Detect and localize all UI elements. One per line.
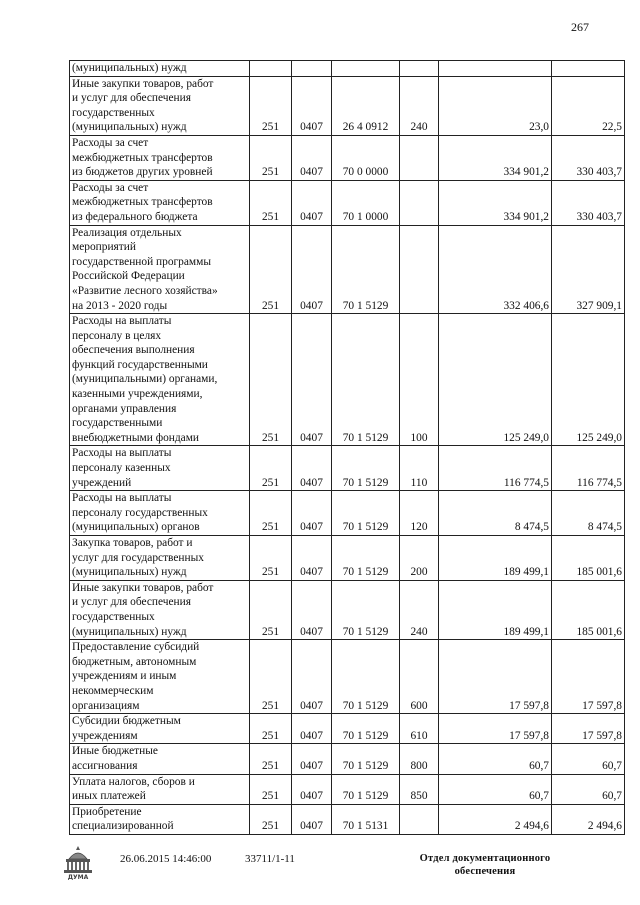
row-value2-cell: 125 249,0 <box>552 314 625 446</box>
table-row <box>70 61 625 77</box>
row-section-cell: 0407 <box>292 580 332 639</box>
row-code-cell: 251 <box>250 446 292 491</box>
table-row <box>70 225 625 314</box>
duma-logo-text: ДУМА <box>67 874 89 881</box>
row-section-cell: 0407 <box>292 225 332 314</box>
row-section-cell: 0407 <box>292 135 332 180</box>
budget-table-body <box>70 61 625 835</box>
row-article-cell: 70 1 5129 <box>332 774 400 804</box>
row-section-cell: 0407 <box>292 314 332 446</box>
row-code-cell: 251 <box>250 314 292 446</box>
row-code-cell: 251 <box>250 714 292 744</box>
row-type-cell: 800 <box>400 744 439 774</box>
row-article-cell: 70 1 5129 <box>332 714 400 744</box>
row-name-cell: Расходы за счет межбюджетных трансфертов из федерального бюджета <box>70 180 250 225</box>
row-section-cell: 0407 <box>292 774 332 804</box>
row-article-cell: 70 1 5129 <box>332 744 400 774</box>
table-row <box>70 314 625 446</box>
row-type-cell: 120 <box>400 491 439 536</box>
table-row <box>70 180 625 225</box>
row-value1-cell: 125 249,0 <box>439 314 552 446</box>
row-section-cell: 0407 <box>292 491 332 536</box>
row-section-cell: 0407 <box>292 536 332 581</box>
row-value2-cell <box>552 61 625 77</box>
budget-table <box>69 60 625 835</box>
row-section-cell: 0407 <box>292 640 332 714</box>
row-article-cell: 70 0 0000 <box>332 135 400 180</box>
row-article-cell: 70 1 5129 <box>332 640 400 714</box>
row-value2-cell: 330 403,7 <box>552 135 625 180</box>
row-value2-cell: 330 403,7 <box>552 180 625 225</box>
row-type-cell: 610 <box>400 714 439 744</box>
row-article-cell: 70 1 0000 <box>332 180 400 225</box>
row-article-cell: 70 1 5129 <box>332 536 400 581</box>
row-article-cell <box>332 61 400 77</box>
row-code-cell: 251 <box>250 225 292 314</box>
row-code-cell: 251 <box>250 491 292 536</box>
table-row <box>70 714 625 744</box>
row-section-cell: 0407 <box>292 180 332 225</box>
row-value2-cell: 17 597,8 <box>552 640 625 714</box>
table-row <box>70 536 625 581</box>
row-section-cell: 0407 <box>292 744 332 774</box>
row-value2-cell: 60,7 <box>552 744 625 774</box>
row-value2-cell: 185 001,6 <box>552 536 625 581</box>
footer-department: Отдел документационного обеспечения <box>419 853 551 877</box>
row-value2-cell: 185 001,6 <box>552 580 625 639</box>
row-type-cell <box>400 225 439 314</box>
row-value1-cell: 60,7 <box>439 774 552 804</box>
row-value1-cell: 60,7 <box>439 744 552 774</box>
row-name-cell: Расходы на выплаты персоналу казенных учреждений <box>70 446 250 491</box>
row-value2-cell: 8 474,5 <box>552 491 625 536</box>
row-type-cell: 200 <box>400 536 439 581</box>
row-article-cell: 26 4 0912 <box>332 76 400 135</box>
row-article-cell: 70 1 5129 <box>332 491 400 536</box>
row-value1-cell: 17 597,8 <box>439 714 552 744</box>
row-name-cell: Субсидии бюджетным учреждениям <box>70 714 250 744</box>
row-type-cell: 240 <box>400 76 439 135</box>
row-name-cell: Закупка товаров, работ и услуг для государственных (муниципальных) нужд <box>70 536 250 581</box>
duma-emblem-icon <box>59 843 97 881</box>
row-type-cell: 600 <box>400 640 439 714</box>
row-value2-cell: 17 597,8 <box>552 714 625 744</box>
row-name-cell: Расходы на выплаты персоналу в целях обеспечения выполнения функций государственными (муниципальными) органами, казенными учреждениями, органами управления государственными внебюджетными фондами <box>70 314 250 446</box>
row-type-cell: 240 <box>400 580 439 639</box>
row-name-cell: Приобретение специализированной <box>70 804 250 834</box>
row-code-cell: 251 <box>250 774 292 804</box>
row-value1-cell: 334 901,2 <box>439 135 552 180</box>
row-value1-cell: 8 474,5 <box>439 491 552 536</box>
row-article-cell: 70 1 5129 <box>332 580 400 639</box>
row-code-cell: 251 <box>250 580 292 639</box>
table-row <box>70 744 625 774</box>
row-code-cell: 251 <box>250 180 292 225</box>
row-value1-cell: 23,0 <box>439 76 552 135</box>
table-row <box>70 135 625 180</box>
row-section-cell: 0407 <box>292 804 332 834</box>
footer-datetime: 26.06.2015 14:46:00 <box>120 853 212 865</box>
row-name-cell: Иные бюджетные ассигнования <box>70 744 250 774</box>
table-row <box>70 491 625 536</box>
row-value1-cell: 116 774,5 <box>439 446 552 491</box>
row-article-cell: 70 1 5131 <box>332 804 400 834</box>
row-value1-cell: 189 499,1 <box>439 580 552 639</box>
footer-doc-number: 33711/1-11 <box>245 853 295 865</box>
row-type-cell <box>400 135 439 180</box>
row-code-cell: 251 <box>250 744 292 774</box>
row-code-cell: 251 <box>250 536 292 581</box>
row-type-cell <box>400 180 439 225</box>
table-row <box>70 804 625 834</box>
row-article-cell: 70 1 5129 <box>332 225 400 314</box>
row-code-cell: 251 <box>250 135 292 180</box>
table-row <box>70 640 625 714</box>
row-name-cell: Расходы за счет межбюджетных трансфертов из бюджетов других уровней <box>70 135 250 180</box>
row-name-cell: Иные закупки товаров, работ и услуг для обеспечения государственных (муниципальных) нужд <box>70 76 250 135</box>
row-article-cell: 70 1 5129 <box>332 314 400 446</box>
row-type-cell: 850 <box>400 774 439 804</box>
row-section-cell: 0407 <box>292 446 332 491</box>
row-value1-cell <box>439 61 552 77</box>
row-article-cell: 70 1 5129 <box>332 446 400 491</box>
row-name-cell: Расходы на выплаты персоналу государственных (муниципальных) органов <box>70 491 250 536</box>
row-type-cell <box>400 804 439 834</box>
row-name-cell: Иные закупки товаров, работ и услуг для обеспечения государственных (муниципальных) нужд <box>70 580 250 639</box>
row-value2-cell: 2 494,6 <box>552 804 625 834</box>
row-value1-cell: 17 597,8 <box>439 640 552 714</box>
row-value2-cell: 327 909,1 <box>552 225 625 314</box>
table-row <box>70 446 625 491</box>
table-row <box>70 580 625 639</box>
row-section-cell: 0407 <box>292 76 332 135</box>
table-row <box>70 774 625 804</box>
row-code-cell <box>250 61 292 77</box>
row-type-cell <box>400 61 439 77</box>
row-value2-cell: 116 774,5 <box>552 446 625 491</box>
row-value2-cell: 22,5 <box>552 76 625 135</box>
row-type-cell: 100 <box>400 314 439 446</box>
row-section-cell: 0407 <box>292 714 332 744</box>
page-number: 267 <box>571 20 589 34</box>
row-name-cell: Уплата налогов, сборов и иных платежей <box>70 774 250 804</box>
row-value1-cell: 334 901,2 <box>439 180 552 225</box>
table-row <box>70 76 625 135</box>
row-name-cell: (муниципальных) нужд <box>70 61 250 77</box>
row-code-cell: 251 <box>250 804 292 834</box>
row-value1-cell: 332 406,6 <box>439 225 552 314</box>
row-value2-cell: 60,7 <box>552 774 625 804</box>
row-code-cell: 251 <box>250 640 292 714</box>
row-value1-cell: 189 499,1 <box>439 536 552 581</box>
row-name-cell: Реализация отдельных мероприятий государственной программы Российской Федерации «Развитие лесного хозяйства» на 2013 - 2020 годы <box>70 225 250 314</box>
row-code-cell: 251 <box>250 76 292 135</box>
row-name-cell: Предоставление субсидий бюджетным, автономным учреждениям и иным некоммерческим организациям <box>70 640 250 714</box>
row-section-cell <box>292 61 332 77</box>
row-type-cell: 110 <box>400 446 439 491</box>
row-value1-cell: 2 494,6 <box>439 804 552 834</box>
